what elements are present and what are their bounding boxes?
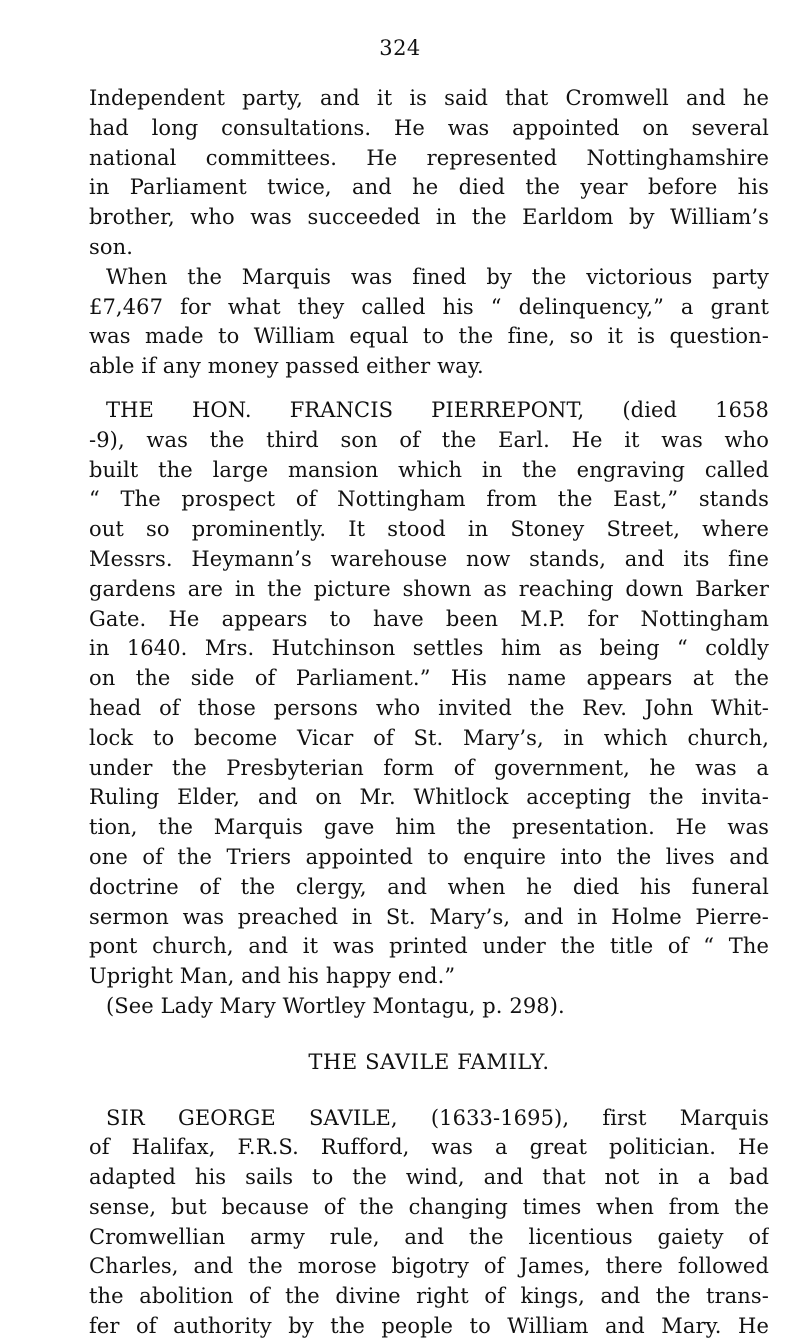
text-line: Ruling Elder, and on Mr. Whitlock accepting the invita-: [89, 785, 769, 810]
text-line: in Parliament twice, and he died the year before his: [89, 175, 769, 200]
text-line: brother, who was succeeded in the Earldom by William’s: [89, 205, 769, 230]
text-line: under the Presbyterian form of government, he was a: [89, 755, 769, 780]
text-line: was made to William equal to the fine, so it is question-: [89, 324, 769, 349]
text-line: in 1640. Mrs. Hutchinson settles him as being “ coldly: [89, 636, 769, 661]
text-line: Messrs. Heymann’s warehouse now stands, and its fine: [89, 546, 769, 571]
text-line: -9), was the third son of the Earl. He it was who: [89, 427, 769, 452]
text-line: £7,467 for what they called his “ delinquency,” a grant: [89, 294, 769, 319]
paragraph-see-reference: [89, 992, 769, 1022]
paragraph-francis-pierrepont: [89, 396, 769, 992]
paragraph-cromwell-consultations: [89, 84, 769, 263]
text-line: (See Lady Mary Wortley Montagu, p. 298).: [106, 993, 565, 1018]
text-line: on the side of Parliament.” His name appears at the: [89, 666, 769, 691]
text-line: Upright Man, and his happy end.”: [89, 964, 456, 989]
page-text: [89, 84, 769, 1342]
text-line: sense, but because of the changing times when from the: [89, 1194, 769, 1219]
text-line: Charles, and the morose bigotry of James, there followed: [89, 1254, 769, 1279]
text-line: “ The prospect of Nottingham from the East,” stands: [89, 487, 769, 512]
text-line: THE HON. FRANCIS PIERREPONT, (died 1658: [106, 397, 769, 422]
text-line: son.: [89, 234, 134, 259]
text-line: built the large mansion which in the engraving called: [89, 457, 769, 482]
text-line: Independent party, and it is said that Cromwell and he: [89, 86, 769, 110]
text-line: pont church, and it was printed under the title of “ The: [89, 934, 769, 959]
text-line: Gate. He appears to have been M.P. for Nottingham: [89, 606, 769, 631]
text-line: adapted his sails to the wind, and that not in a bad: [89, 1165, 769, 1190]
text-line: the abolition of the divine right of kings, and the trans-: [89, 1284, 769, 1309]
text-line: sermon was preached in St. Mary’s, and in Holme Pierre-: [89, 904, 769, 929]
page-number: 324: [379, 36, 421, 60]
text-line: doctrine of the clergy, and when he died his funeral: [89, 874, 769, 899]
text-line: SIR GEORGE SAVILE, (1633-1695), first Marquis: [106, 1105, 769, 1130]
section-heading: THE SAVILE FAMILY.: [308, 1049, 550, 1074]
text-line: When the Marquis was fined by the victorious party: [106, 264, 769, 289]
text-line: tion, the Marquis gave him the presentation. He was: [89, 815, 769, 840]
text-line: able if any money passed either way.: [89, 354, 484, 379]
text-line: lock to become Vicar of St. Mary’s, in which church,: [89, 725, 769, 750]
paragraph-marquis-fine: [89, 263, 769, 382]
text-line: had long consultations. He was appointed on several: [89, 115, 769, 140]
paragraph-george-savile: [89, 1104, 769, 1342]
text-line: fer of authority by the people to William and Mary. He: [89, 1314, 769, 1339]
text-line: of Halifax, F.R.S. Rufford, was a great politician. He: [89, 1135, 769, 1160]
text-line: head of those persons who invited the Rev. John Whit-: [89, 695, 769, 720]
text-line: out so prominently. It stood in Stoney Street, where: [89, 517, 769, 542]
text-line: one of the Triers appointed to enquire into the lives and: [89, 844, 769, 869]
text-line: Cromwellian army rule, and the licentious gaiety of: [89, 1224, 769, 1249]
text-line: national committees. He represented Nottinghamshire: [89, 145, 769, 170]
text-line: gardens are in the picture shown as reaching down Barker: [89, 576, 769, 601]
